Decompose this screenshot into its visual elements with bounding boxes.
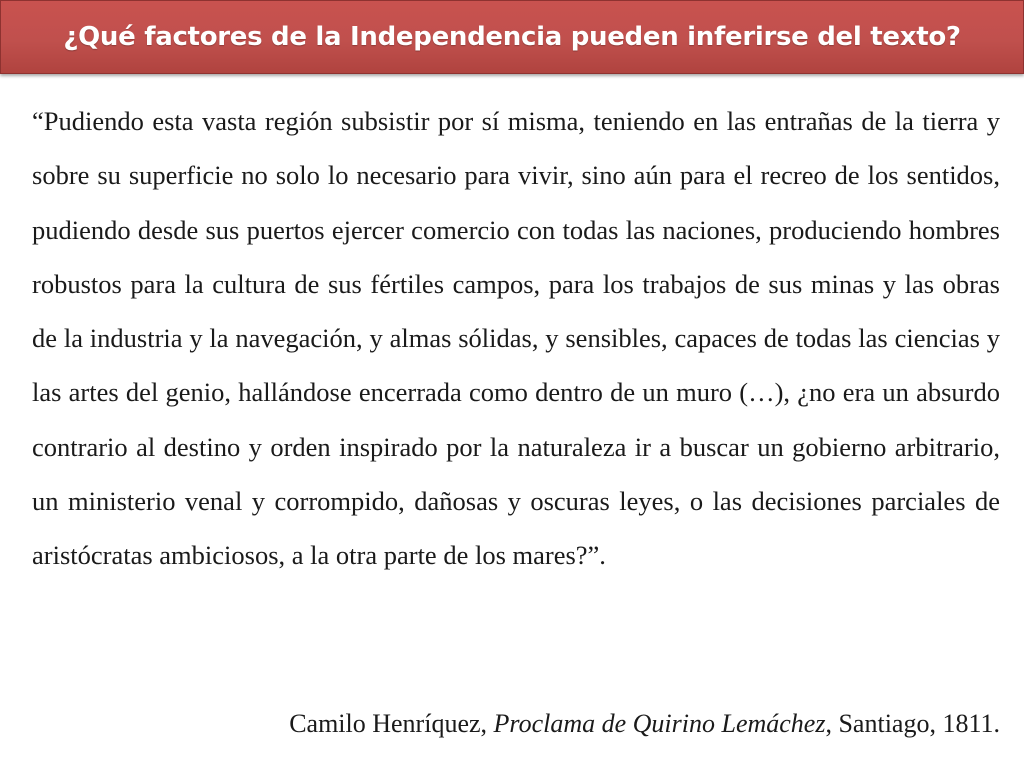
title-banner: [0, 0, 1024, 74]
citation-place-date: , Santiago, 1811.: [825, 709, 1000, 738]
citation-author: Camilo Henríquez,: [289, 709, 494, 738]
citation-work-title: Proclama de Quirino Lemáchez: [493, 709, 826, 738]
citation: [289, 704, 1000, 744]
quote-paragraph: “Pudiendo esta vasta región subsistir por sí misma, teniendo en las entrañas de la tierra y sobre su superficie no solo lo necesario para vivir, sino aún para el recreo de los sentidos, pudiendo desde sus puertos ejercer comercio con todas las naciones, produciendo hombres robustos para la cultura de sus fértiles campos, para los trabajos de sus minas y las obras de la industria y la navegación, y almas sólidas, y sensibles, capaces de todas las ciencias y las artes del genio, hallándose encerrada como dentro de un muro (…), ¿no era un absurdo contrario al destino y orden inspirado por la naturaleza ir a buscar un gobierno arbitrario, un ministerio venal y corrompido, dañosas y oscuras leyes, o las decisiones parciales de aristócratas ambiciosos, a la otra parte de los mares?”.: [32, 106, 1000, 571]
slide-title: ¿Qué factores de la Independencia pueden inferirse del texto?: [63, 22, 961, 52]
